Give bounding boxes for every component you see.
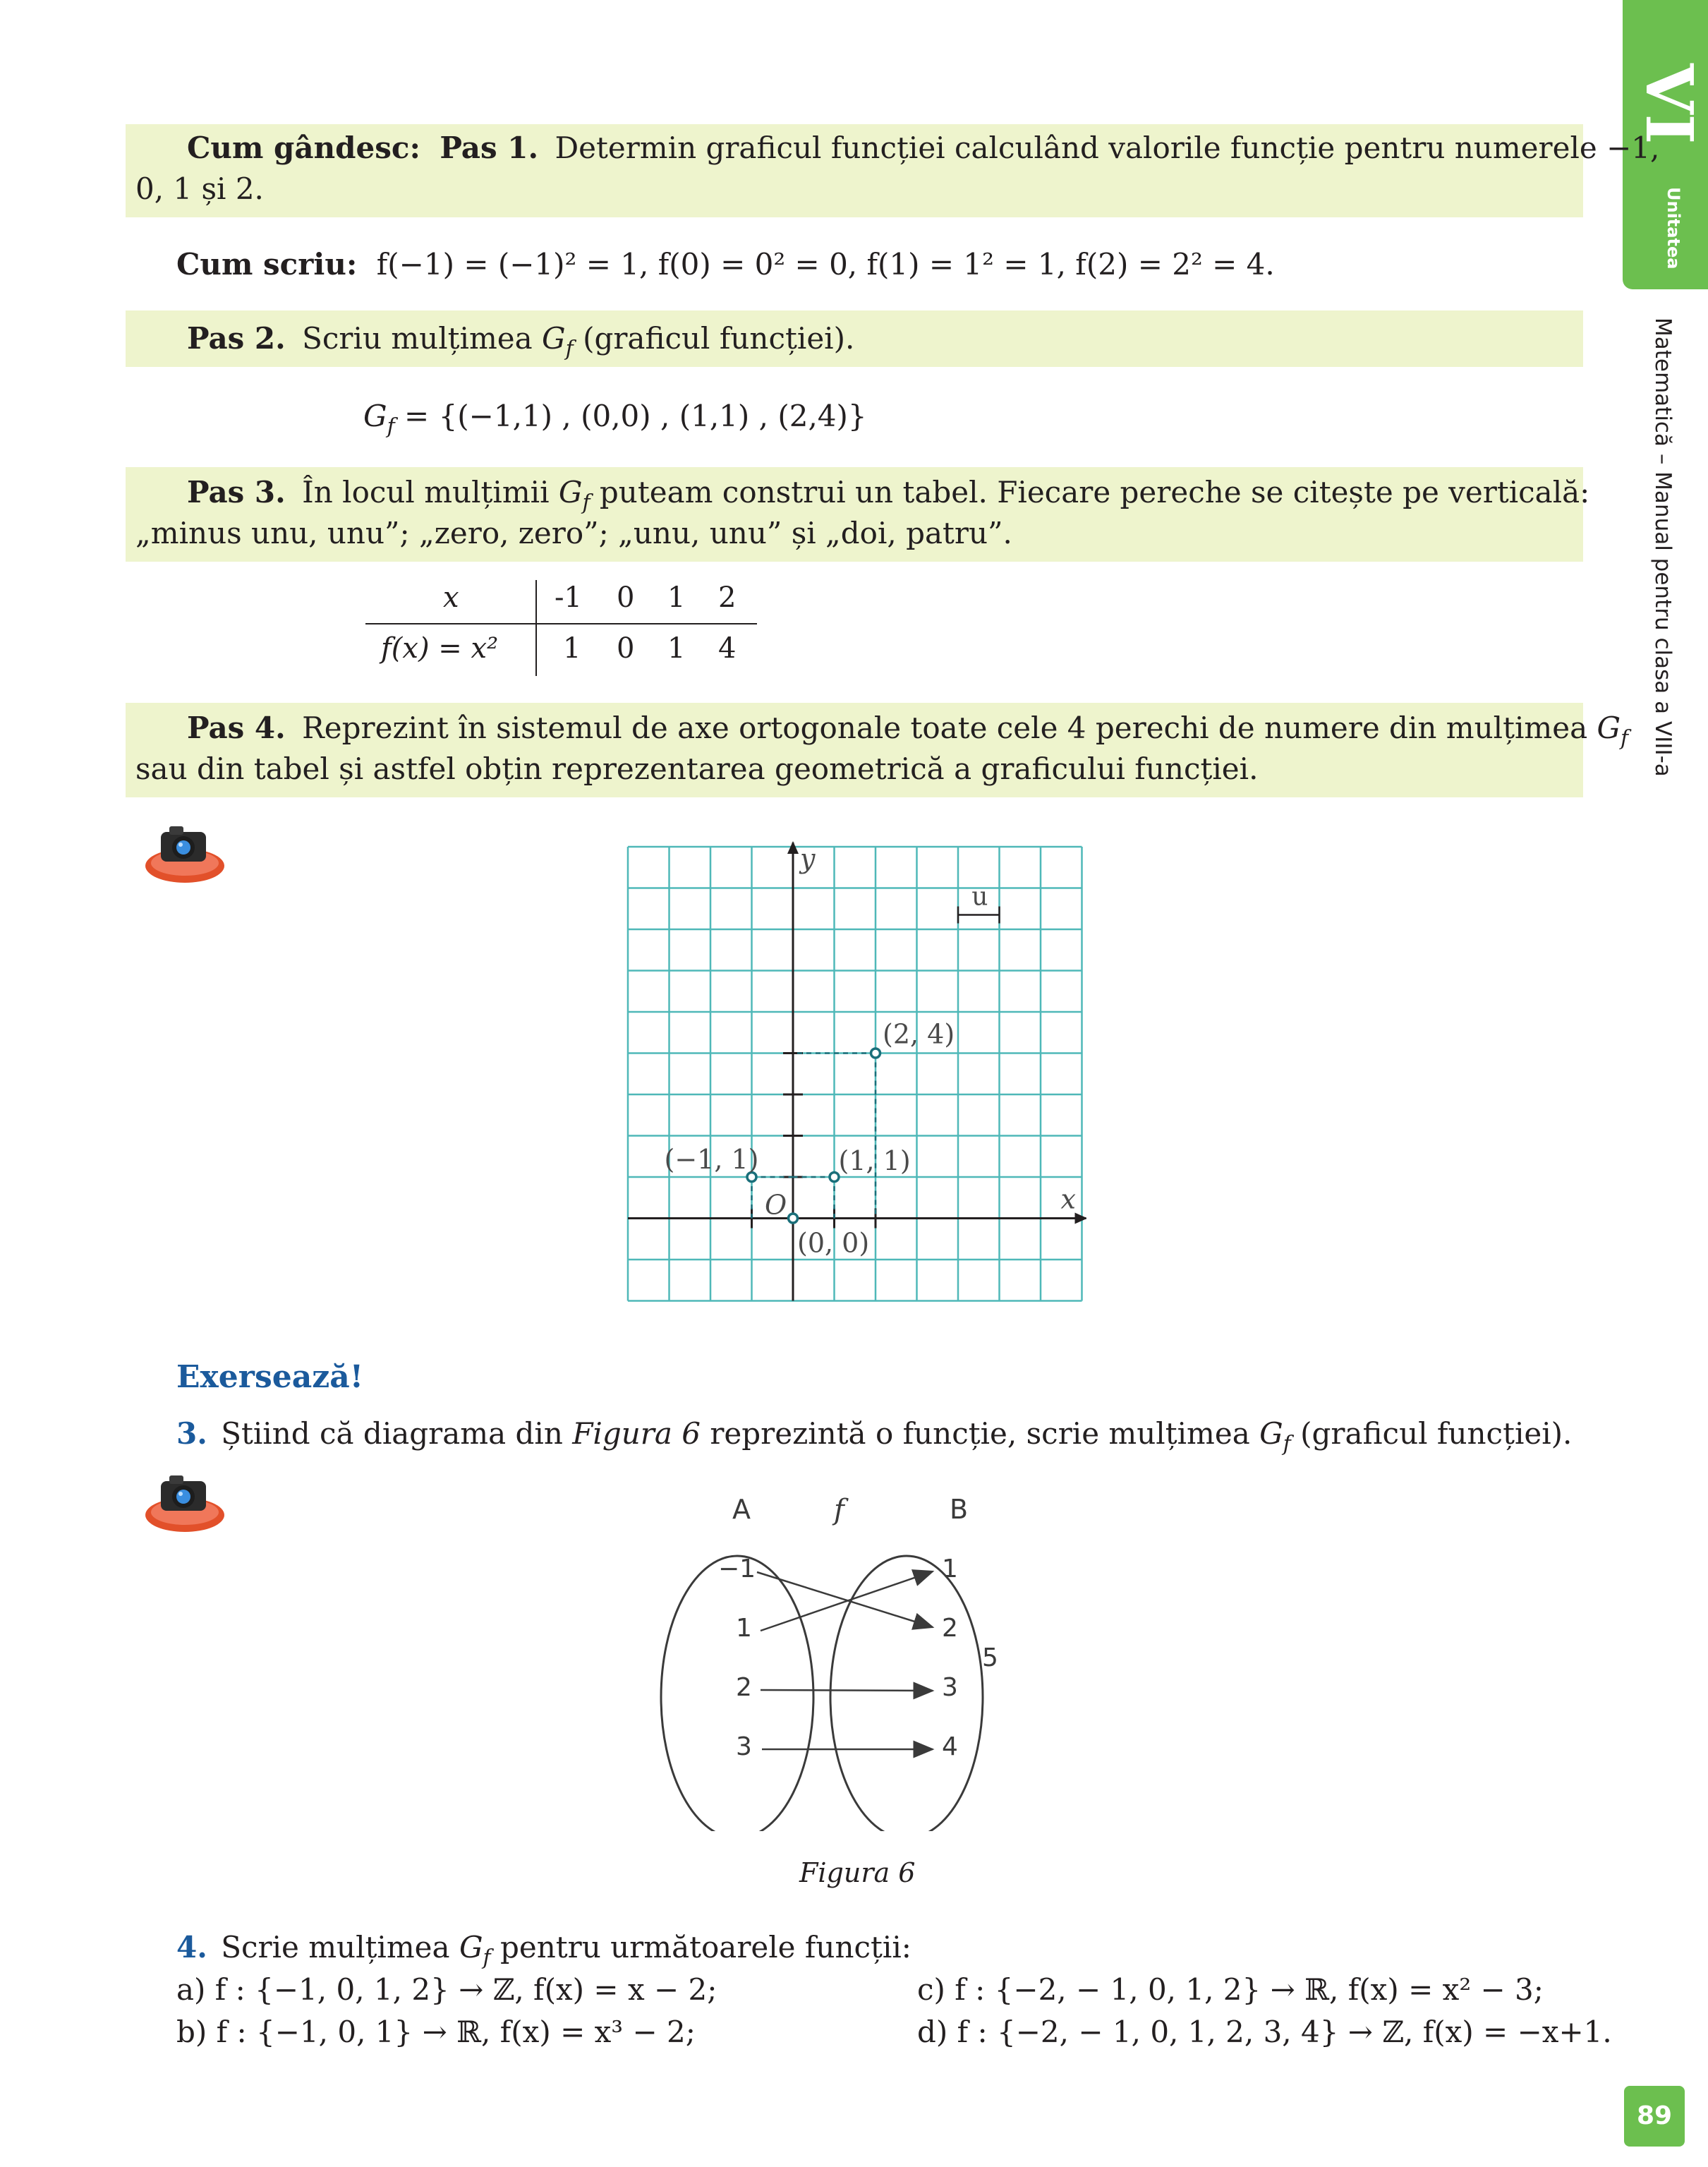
data-point [789,1214,798,1223]
book-title: Matematică – Manual pentru clasa a VIII-a [1650,318,1676,777]
step3-sub: f [582,490,590,515]
table-x-1: 0 [617,581,635,614]
unit-label: u [971,882,988,912]
table-y-0: 1 [563,632,581,665]
step3-text-b: puteam construi un tabel. Fiecare pereche se citește pe verticală: [599,475,1590,509]
step3-G: G [558,475,583,509]
step4-line2: sau din tabel și astfel obțin reprezentarea geometrică a graficului funcției. [135,751,1259,786]
func-label: f [834,1494,844,1526]
point-label: (1, 1) [838,1145,911,1176]
ex4-sub: f [483,1945,491,1970]
table-y-3: 4 [718,632,737,665]
step2-text-b: (graficul funcției). [583,321,855,356]
ex3-sub: f [1283,1432,1291,1456]
x-axis-label: x [1060,1183,1076,1215]
table-y-1: 0 [617,632,635,665]
step1-text: Determin graficul funcției calculând valorile funcție pentru numerele −1, [555,131,1660,165]
step4-G: G [1597,711,1621,745]
table-row1-label: x [443,581,459,614]
step4-sub: f [1621,726,1629,751]
step1-head: Cum gândesc: [187,131,420,165]
step3-pas: Pas 3. [187,475,286,509]
scriu-head: Cum scriu: [176,247,358,282]
set-a-item: 2 [736,1673,752,1702]
set-b-item: 5 [982,1643,998,1672]
set-b-label: B [950,1494,969,1525]
ex4-text-b: pentru următoarele funcții: [499,1930,911,1964]
ex3-line [176,1413,1572,1466]
exercise-title: Exersează! [176,1359,364,1395]
set-G: G [363,399,387,433]
step3-line2: „minus unu, unu”; „zero, zero”; „unu, unu” și „doi, patru”. [135,516,1012,550]
ex3-num: 3. [176,1416,207,1451]
data-point [830,1173,839,1182]
step3-text-a: În locul mulțimii [302,475,550,509]
ex4-item-b: b) f : {−1, 0, 1} → ℝ, f(x) = x³ − 2; [176,2015,696,2049]
ex3-G: G [1259,1416,1283,1451]
point-label: (0, 0) [797,1227,870,1259]
y-axis-label: y [800,843,816,874]
figure-caption: Figura 6 [799,1857,916,1888]
table-row2-label: f(x) = x² [381,632,499,665]
point-label: (2, 4) [883,1018,955,1050]
step1-pas: Pas 1. [440,131,539,165]
set-b-item: 2 [942,1614,958,1643]
ex3-text-a: Știind că diagrama din [221,1416,563,1451]
unit-label: Unitatea [1664,187,1683,270]
table-x-3: 2 [718,581,737,614]
step4-text1: Reprezint în sistemul de axe ortogonale toate cele 4 perechi de numere din mulțimea [302,711,1588,745]
table-x-0: -1 [555,581,582,614]
ex4-G: G [459,1930,483,1964]
set-a-item: 1 [736,1614,752,1643]
ex3-text-b: reprezintă o funcție, scrie mulțimea [710,1416,1250,1451]
step1-line1 [187,127,1659,169]
step2-set [363,395,867,448]
point-label: (−1, 1) [664,1144,759,1175]
set-rhs: = {(−1,1) , (0,0) , (1,1) , (2,4)} [404,399,867,433]
set-a-item: 3 [736,1732,752,1761]
unit-roman: VI [1631,64,1707,145]
camera-icon-2 [141,1471,226,1535]
set-a-label: A [732,1494,751,1525]
ex4-item-a: a) f : {−1, 0, 1, 2} → ℤ, f(x) = x − 2; [176,1972,717,2007]
step2-line [187,318,854,370]
set-b-ellipse [830,1556,983,1831]
set-a-item: −1 [718,1555,756,1583]
arrow-2-3 [761,1690,933,1691]
ex3-fig: Figura 6 [572,1416,701,1451]
set-sub: f [387,414,395,439]
step2-pas: Pas 2. [187,321,286,356]
step4-pas: Pas 4. [187,711,286,745]
mapping-diagram [656,1492,1051,1831]
coordinate-graph [621,840,1086,1305]
ex4-item-c: c) f : {−2, − 1, 0, 1, 2} → ℝ, f(x) = x² − 3; [917,1972,1544,2007]
table-y-2: 1 [667,632,686,665]
set-b-item: 1 [942,1555,958,1583]
scriu-formula: f(−1) = (−1)² = 1, f(0) = 0² = 0, f(1) = 1² = 1, f(2) = 2² = 4. [376,247,1275,282]
table-x-2: 1 [667,581,686,614]
arrow-1-1 [761,1571,933,1631]
ex4-num: 4. [176,1930,207,1964]
ex4-text-a: Scrie mulțimea [221,1930,450,1964]
ex4-item-d: d) f : {−2, − 1, 0, 1, 2, 3, 4} → ℤ, f(x) = −x+1. [917,2015,1612,2049]
values-table [365,579,761,677]
step2-G: G [542,321,566,356]
scriu-line [176,243,1275,286]
step2-sub: f [565,337,574,361]
x-axis-arrow [1075,1213,1087,1224]
camera-icon [141,822,226,886]
origin-label: O [765,1189,787,1221]
step1-line2: 0, 1 și 2. [135,171,264,206]
set-b-item: 3 [942,1673,958,1702]
step2-text-a: Scriu mulțimea [302,321,533,356]
page-number: 89 [1624,2086,1685,2147]
data-point [871,1049,880,1058]
ex3-text-c: (graficul funcției). [1300,1416,1573,1451]
set-b-item: 4 [942,1732,958,1761]
